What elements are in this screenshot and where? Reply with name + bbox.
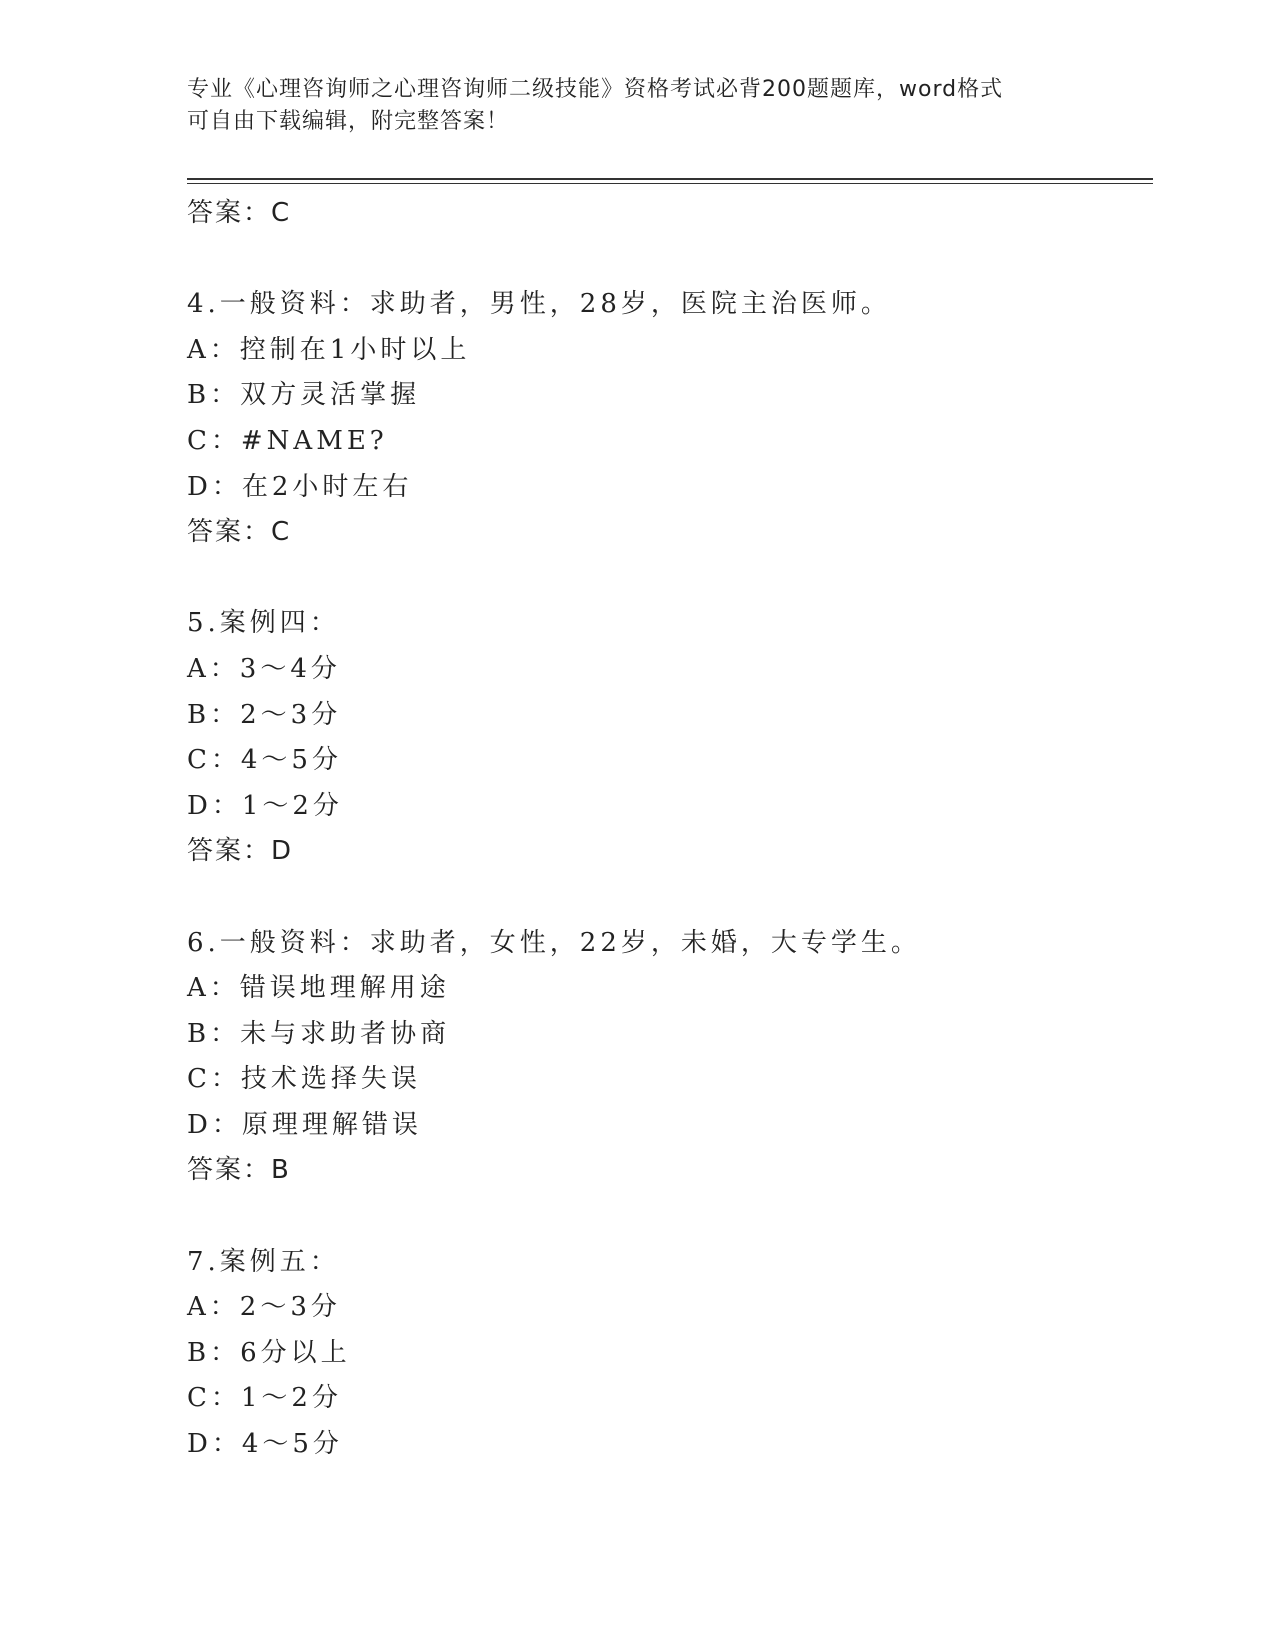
question-list bbox=[187, 191, 1153, 1468]
option-a: A：错误地理解用途 bbox=[187, 973, 450, 1004]
option-c: C：4～5分 bbox=[187, 745, 342, 776]
option-d: D：在2小时左右 bbox=[187, 471, 413, 502]
option-c: C：技术选择失误 bbox=[187, 1064, 421, 1095]
header-line-1: 专业《心理咨询师之心理咨询师二级技能》资格考试必背200题题库，word格式 bbox=[187, 77, 1004, 102]
answer-line: 答案：C bbox=[187, 517, 292, 548]
question-stem: 7.案例五： bbox=[187, 1246, 340, 1277]
answer-line: 答案：D bbox=[187, 836, 294, 867]
document-header bbox=[187, 74, 1087, 138]
question-stem: 4.一般资料：求助者，男性，28岁，医院主治医师。 bbox=[187, 289, 891, 320]
option-d: D：1～2分 bbox=[187, 790, 343, 821]
option-d: D：4～5分 bbox=[187, 1429, 343, 1460]
option-a: A：2～3分 bbox=[187, 1292, 341, 1323]
header-divider-thick bbox=[187, 178, 1153, 180]
question-block bbox=[187, 921, 1153, 1195]
question-stem: 6.一般资料：求助者，女性，22岁，未婚，大专学生。 bbox=[187, 927, 921, 958]
question-block bbox=[187, 601, 1153, 875]
option-a: A：3～4分 bbox=[187, 653, 341, 684]
option-b: B：双方灵活掌握 bbox=[187, 380, 421, 411]
option-c: C：#NAME? bbox=[187, 425, 388, 456]
previous-answer: 答案：C bbox=[187, 198, 292, 228]
question-block bbox=[187, 282, 1153, 556]
option-d: D：原理理解错误 bbox=[187, 1109, 422, 1140]
option-b: B：未与求助者协商 bbox=[187, 1018, 451, 1049]
option-b: B：6分以上 bbox=[187, 1337, 351, 1368]
option-a: A：控制在1小时以上 bbox=[187, 334, 471, 365]
question-stem: 5.案例四： bbox=[187, 608, 340, 639]
option-c: C：1～2分 bbox=[187, 1383, 342, 1414]
header-line-2: 可自由下载编辑，附完整答案！ bbox=[187, 109, 510, 134]
question-block bbox=[187, 1240, 1153, 1468]
header-divider-thin bbox=[187, 183, 1153, 184]
answer-line: 答案：B bbox=[187, 1155, 291, 1186]
option-b: B：2～3分 bbox=[187, 699, 342, 730]
